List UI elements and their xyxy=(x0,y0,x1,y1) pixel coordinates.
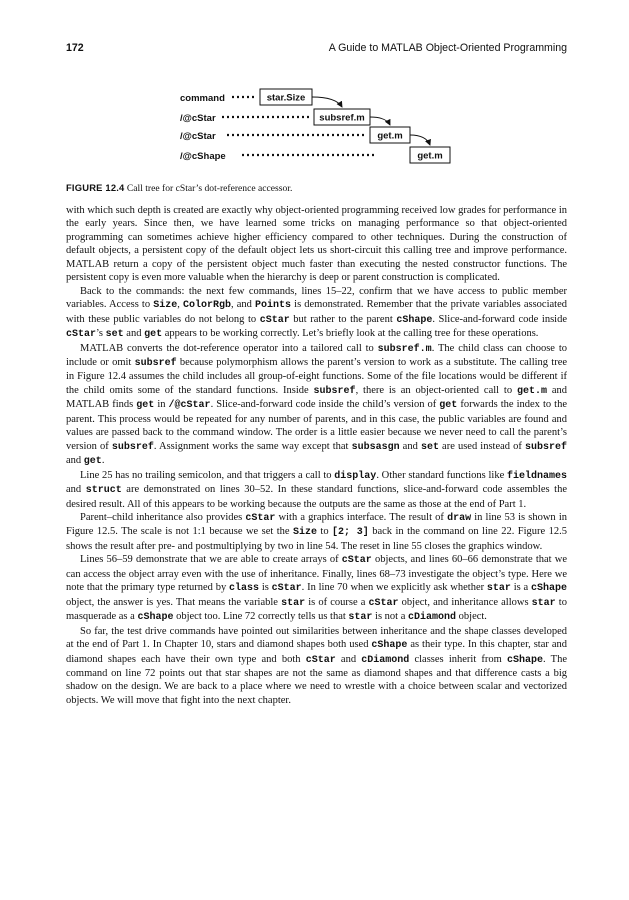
inline-code: cStar xyxy=(259,314,290,326)
text-run: is of course a xyxy=(305,596,369,608)
text-run: and xyxy=(123,328,145,340)
text-run: in xyxy=(154,399,169,411)
box-subsref-label: subsref.m xyxy=(319,112,365,124)
text-run: Parent–child inheritance also provides xyxy=(80,511,246,523)
text-run: Lines 56–59 demonstrate that we are able to create arrays of xyxy=(80,554,342,566)
inline-code: subsref xyxy=(111,441,154,453)
text-run: but rather to the parent xyxy=(289,313,397,325)
figure-caption-label: FIGURE 12.4 xyxy=(66,182,125,193)
page-number: 172 xyxy=(66,42,84,54)
text-run: object, and inheritance allows xyxy=(398,596,532,608)
inline-code: star xyxy=(531,597,556,609)
box-star-size-label: star.Size xyxy=(266,92,306,104)
text-run: as their type. In this chapter, star and diamond shapes each have their own type and both xyxy=(66,639,567,665)
text-run: to xyxy=(316,526,332,538)
text-run: . In line 70 when we explicitly ask whether xyxy=(301,582,487,594)
text-run: back in the command on line 22. Figure 12.5 shows the result after pre- and postmultiplying by two in line 54. The reset in line 55 closes the graphics window. xyxy=(66,526,567,552)
running-header xyxy=(66,42,567,56)
call-arrow-2 xyxy=(370,117,390,125)
inline-code: get xyxy=(439,400,458,412)
inline-code: [2; 3] xyxy=(332,527,369,539)
text-run: appears to be working correctly. Let’s briefly look at the calling tree for these operations. xyxy=(162,328,539,340)
text-run: . The command on line 72 points out that star shapes are not the same as diamond shapes and that difference casts a big shadow on the design. We are back to a place where we need to wrestle with a choice between scalar and vectorized objects. We will move that fight into the next chapter. xyxy=(66,653,567,706)
inline-code: Points xyxy=(255,300,292,312)
inline-code: get xyxy=(136,400,155,412)
inline-code: subsasgn xyxy=(351,441,400,453)
text-run: to masquerade as a xyxy=(66,596,567,623)
inline-code: subsref xyxy=(313,385,356,397)
text-run: and MATLAB finds xyxy=(66,384,567,411)
text-run: with a graphics interface. The result of xyxy=(275,511,448,523)
inline-code: /@cStar xyxy=(168,400,211,412)
box-get-cshape-label: get.m xyxy=(417,150,443,162)
inline-code: get xyxy=(83,456,102,468)
inline-code: cStar xyxy=(245,512,276,524)
book-title: A Guide to MATLAB Object-Oriented Programming xyxy=(328,42,567,54)
text-run: So far, the test drive commands have pointed out similarities between inheritance and the shape classes developed at the end of Part 1. In Chapter 10, stars and diamond shapes both used xyxy=(66,625,567,651)
inline-code: struct xyxy=(85,485,122,497)
text-run: are used instead of xyxy=(438,440,525,452)
text-run: . Slice-and-forward code inside xyxy=(432,313,567,325)
body-paragraph xyxy=(66,469,567,511)
text-run: object, the answer is yes. That means the variable xyxy=(66,596,282,608)
text-run: are demonstrated on lines 30–52. In these standard functions, slice-and-forward code assembles the desired result. All of this appears to be working because the outputs are the same as those at the end of Part 1. xyxy=(66,484,567,510)
inline-code: cDiamond xyxy=(408,612,457,624)
text-run: objects, and lines 60–66 demonstrate that we can access the object array even with the use of inheritance. Finally, lines 68–73 investigate the object’s type. Here we note that the primary type returned by xyxy=(66,554,567,594)
text-run: . Slice-and-forward code inside the child’s version of xyxy=(210,399,440,411)
inline-code: set xyxy=(105,329,124,341)
text-run: because polymorphism allows the parent’s version to work as a substitute. The calling tree in Figure 12.4 assumes the child includes all group-of-eight functions. Some of the file locations would be different if the child omits some of the standard functions. Inside xyxy=(66,356,568,396)
inline-code: cStar xyxy=(271,583,302,595)
inline-code: fieldnames xyxy=(506,470,567,482)
call-tree-diagram xyxy=(170,83,470,173)
body-paragraph xyxy=(66,204,567,285)
box-get-cstar-label: get.m xyxy=(377,130,403,142)
inline-code: cShape xyxy=(137,612,174,624)
text-run: and xyxy=(66,455,84,467)
inline-code: cDiamond xyxy=(361,654,410,666)
text-run: and xyxy=(66,484,86,496)
text-run: Back to the commands: the next few commands, lines 15–22, confirm that we have access to public member variables. Access to xyxy=(66,285,567,311)
row-label-cshape: /@cShape xyxy=(180,151,226,162)
text-run: object. xyxy=(456,611,487,623)
text-run: . The child class can choose to include or omit xyxy=(66,342,568,368)
body-paragraph xyxy=(66,511,567,553)
inline-code: cShape xyxy=(371,640,408,652)
inline-code: cStar xyxy=(305,654,336,666)
inline-code: Size xyxy=(153,300,178,312)
inline-code: cStar xyxy=(66,329,97,341)
text-run: is a xyxy=(510,582,531,594)
text-run: . Assignment works the same way except that xyxy=(153,440,352,452)
inline-code: star xyxy=(486,583,511,595)
inline-code: subsref.m xyxy=(377,343,432,355)
text-run: in line 53 is shown in Figure 12.5. The scale is not 1:1 because we set the xyxy=(66,511,567,538)
inline-code: Size xyxy=(292,527,317,539)
text-run: forwards the index to the parent. This process would be repeated for any number of parents, and in this case, the public variables are found and values are passed back to the command window. The order is a little easier because we never need to call the parent’s version of xyxy=(66,399,567,452)
row-label-command: command xyxy=(180,93,225,104)
text-run: and xyxy=(335,653,362,665)
inline-code: display xyxy=(334,470,377,482)
inline-code: star xyxy=(281,597,306,609)
text-run: MATLAB converts the dot-reference operator into a tailored call to xyxy=(80,342,378,354)
call-tree-figure xyxy=(170,83,470,173)
text-run: . xyxy=(101,455,105,467)
inline-code: cShape xyxy=(531,583,568,595)
text-run: is not a xyxy=(372,611,409,623)
text-run: , there is an object-oriented call to xyxy=(355,384,517,396)
inline-code: class xyxy=(229,583,260,595)
inline-code: cStar xyxy=(341,555,372,567)
text-run: . Other standard functions like xyxy=(376,469,507,481)
text-run: with which such depth is created are exactly why object-oriented programming received low grades for performance in the early years. Since then, we have learned some tricks on managing performance so that object-oriented programming can sometimes achieve higher efficiency compared to other techniques. During the construction of default objects, a persistent copy of the default object lets us short-circuit this calling tree and improve performance. MATLAB return a copy of the persistent object much faster than executing the nested constructor functions. The persistent copy is even more valuable when the hierarchy is deep or parent construction is complicated. xyxy=(66,205,567,284)
call-arrow-1 xyxy=(312,97,342,107)
body-paragraph xyxy=(66,285,567,342)
figure-caption-text: Call tree for cStar’s dot-reference accessor. xyxy=(126,183,293,194)
text-run: , xyxy=(177,299,183,311)
inline-code: subsref xyxy=(134,357,177,369)
body-paragraph xyxy=(66,342,567,469)
body-paragraph xyxy=(66,553,567,624)
inline-code: set xyxy=(420,441,439,453)
text-run: ’s xyxy=(96,328,106,340)
row-label-cstar-1: /@cStar xyxy=(180,113,216,124)
text-run: and xyxy=(399,440,421,452)
body-text xyxy=(66,204,567,707)
text-run: , and xyxy=(230,299,256,311)
inline-code: draw xyxy=(447,512,472,524)
inline-code: get xyxy=(144,329,163,341)
body-paragraph xyxy=(66,625,567,708)
figure-caption xyxy=(66,182,567,194)
inline-code: ColorRgb xyxy=(182,300,231,312)
row-label-cstar-2: /@cStar xyxy=(180,131,216,142)
inline-code: cStar xyxy=(368,597,399,609)
text-run: is demonstrated. Remember that the private variables associated with these public variables do not belong to xyxy=(66,299,567,325)
inline-code: cShape xyxy=(396,314,433,326)
text-run: classes inherit from xyxy=(409,653,508,665)
inline-code: get.m xyxy=(516,385,547,397)
text-run: is xyxy=(259,582,272,594)
call-arrow-3 xyxy=(410,135,430,145)
inline-code: cShape xyxy=(507,654,544,666)
text-run: Line 25 has no trailing semicolon, and that triggers a call to xyxy=(80,469,335,481)
inline-code: star xyxy=(348,612,373,624)
inline-code: subsref xyxy=(524,441,567,453)
text-run: object too. Line 72 correctly tells us that xyxy=(173,611,349,623)
